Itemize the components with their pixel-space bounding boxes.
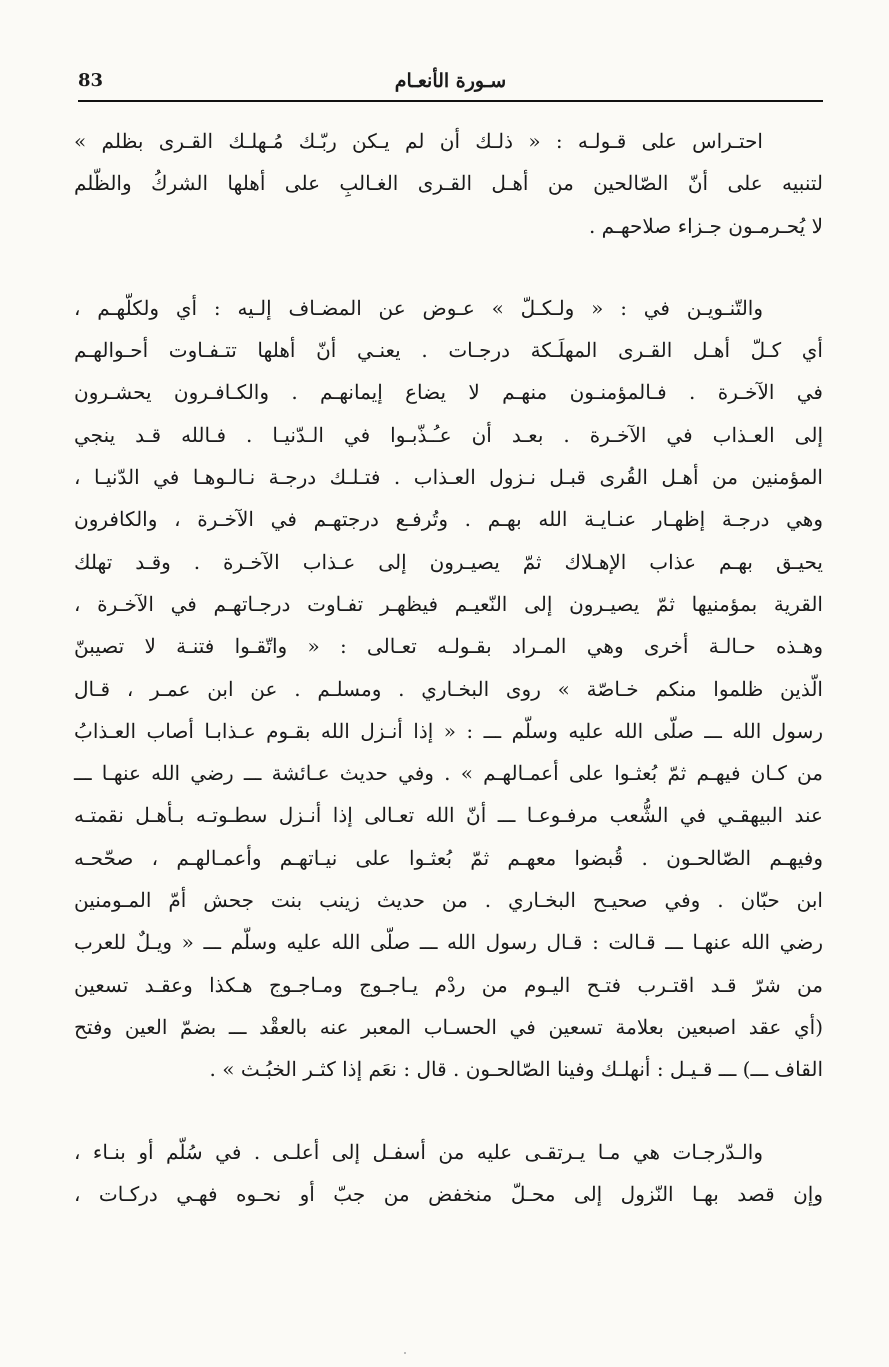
text-line: (أي عقد اصبعين بعلامة تسعين في الحسـاب المعبر عنه بالعقْد ـــ بضمّ العين وفتح <box>74 1014 823 1039</box>
text-line: رسول الله ـــ صلّى الله عليه وسلّم ـــ : « إذا أنـزل الله بقـوم عـذابـا أصاب العـذابُ <box>74 718 823 743</box>
text-line: عند البيهقـي في الشُّعب مرفـوعـا ـــ أنّ الله تعـالى إذا أنـزل سطـوتـه بـأهـل نقمتـه <box>74 803 823 828</box>
paragraph <box>74 120 823 247</box>
paragraph <box>74 1131 823 1216</box>
text-line: القرية بمؤمنيها ثمّ يصيـرون إلى النّعيـم فيظهـر تفـاوت درجـاتهـم في الآخـرة ، <box>74 591 823 616</box>
text-line: من شرّ قـد اقتـرب فتـح اليـوم من ردْم يـاجـوج ومـاجـوج هـكذا وعقـد تسعين <box>74 972 823 997</box>
text-line: احتـراس على قـولـه : « ذلـك أن لم يـكن ربّـك مُـهلـك القـرى بظلم » <box>74 129 763 153</box>
text-line: من كـان فيهـم ثمّ بُعثـوا على أعمـالهـم » . وفي حديث عـائشة ـــ رضي الله عنهـا ـــ <box>74 761 823 786</box>
text-line: أي كـلّ أهـل القـرى المهلَـكة درجـات . يعنـي أنّ أهلها تتـفـاوت أحـوالهـم <box>74 338 823 363</box>
text-line: والتّنـويـن في : « ولـكـلّ » عـوض عن المضـاف إلـيه : أي ولكلّهـم ، <box>74 295 763 320</box>
scan-speck <box>404 1352 406 1354</box>
text-line: لا يُحـرمـون جـزاء صلاحهـم . <box>588 213 823 238</box>
text-line: لتنبيه على أنّ الصّالحين من أهـل القـرى الغـالبِ على أهلها الشركُ والظّلم <box>74 171 823 196</box>
text-line: إلى العـذاب في الآخـرة . بعـد أن عـُـذّبـوا في الـدّنيـا . فـالله قـد ينجي <box>74 422 823 447</box>
text-line: رضي الله عنهـا ـــ قـالت : قـال رسول الله ـــ صلّى الله عليه وسلّم ـــ « ويـلٌ للعرب <box>74 930 823 955</box>
text-line: يحيـق بهـم عذاب الإهـلاك ثمّ يصيـرون إلى عـذاب الآخـرة . وقـد تهلك <box>74 549 823 574</box>
text-line: المؤمنين من أهـل القُرى قبـل نـزول العـذاب . فتـلـك درجـة نـالـوهـا في الدّنيـا ، <box>74 465 823 490</box>
text-line: في الآخـرة . فـالمؤمنـون منهـم لا يضاع إيمانهـم . والكـافـرون يحشـرون <box>74 380 823 405</box>
page-body <box>74 120 823 1215</box>
paragraph <box>74 287 823 1091</box>
text-line: وهـذه حـالـة أخرى وهي المـراد بقـولـه تعـالى : « واتّقـوا فتنـة لا تصيبنّ <box>74 634 823 659</box>
text-line: وفيهـم الصّالحـون . قُبضوا معهـم ثمّ بُعثـوا على نيـاتهـم وأعمـالهـم ، صحّحـه <box>74 845 823 870</box>
text-line: الّذين ظلموا منكم خـاصّة » روى البخـاري . ومسلـم . عن ابن عمـر ، قـال <box>74 676 823 701</box>
text-line: وإن قصد بهـا النّزول إلى محـلّ منخفض من جبّ أو نحـوه فهـي دركـات ، <box>74 1181 823 1206</box>
page-header <box>78 64 823 102</box>
text-line: والـدّرجـات هي مـا يـرتقـى عليه من أسفـل إلى أعلـى . في سُلّم أو بنـاء ، <box>74 1139 763 1164</box>
text-line: ابن حبّان . وفي صحيـح البخـاري . من حديث زينب بنت جحش أمّ المـومنين <box>74 888 823 913</box>
running-title: سـورة الأنعـام <box>394 70 507 92</box>
text-line: القاف ـــ) ـــ قـيـل : أنهلـك وفينا الصّالحـون . قال : نعَم إذا كثـر الخبُـث » . <box>209 1057 823 1082</box>
page-number: 83 <box>78 70 104 91</box>
text-line: وهي درجـة إظهـار عنـايـة الله بهـم . وتُرفـع درجتهـم في الآخـرة ، والكافرون <box>74 507 823 532</box>
